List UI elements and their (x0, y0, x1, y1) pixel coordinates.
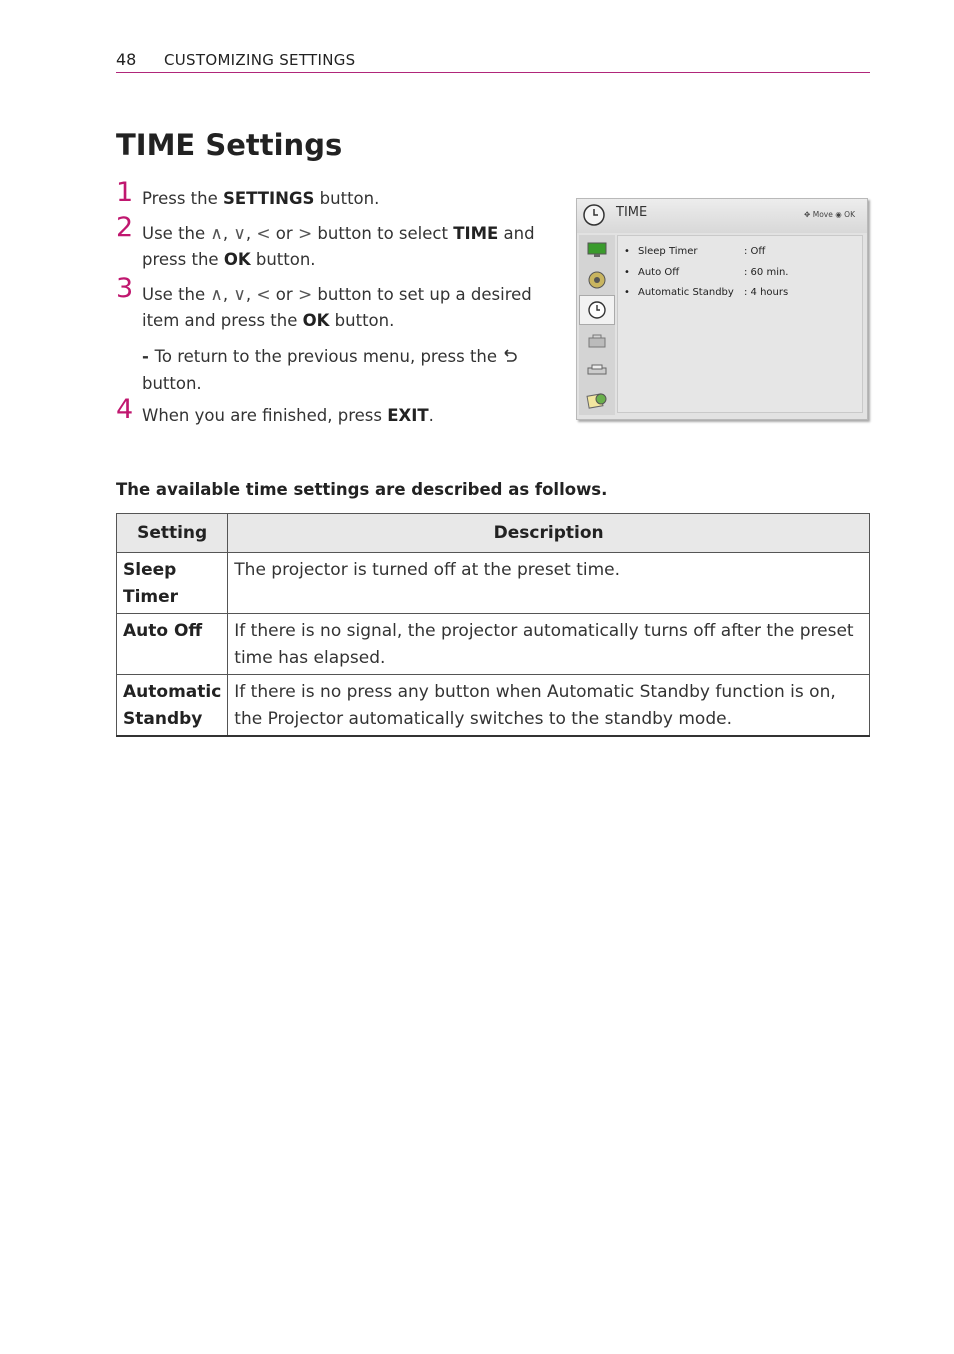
table-row (117, 675, 870, 737)
media-icon[interactable] (579, 385, 615, 415)
clock-icon (583, 204, 605, 226)
step-text: Press the (142, 189, 223, 208)
key-name: TIME (453, 224, 499, 243)
menu-title: TIME (616, 205, 648, 220)
step-3 (116, 273, 570, 333)
hint-ok: OK (844, 210, 855, 219)
menu-item-label: Automatic Standby (638, 287, 734, 298)
step-number: 2 (116, 212, 134, 243)
clock-icon[interactable] (579, 295, 615, 325)
step-text: or (270, 224, 298, 243)
separator: , (245, 224, 257, 243)
setting-description: If there is no signal, the projector automatically turns off after the preset time has elapsed. (228, 614, 870, 675)
note-text: To return to the previous menu, press the (154, 347, 503, 366)
page-number: 48 (116, 50, 137, 69)
step-number: 3 (116, 273, 134, 304)
right-arrow-icon: > (297, 224, 313, 244)
separator: , (222, 224, 234, 243)
menu-item-value: : 4 hours (744, 287, 789, 298)
menu-item-label: Auto Off (638, 267, 680, 278)
setting-description: The projector is turned off at the preset time. (228, 553, 870, 614)
down-arrow-icon: ∨ (233, 224, 246, 244)
step-text: button. (314, 189, 380, 208)
settings-table (116, 513, 870, 737)
menu-item-label: Sleep Timer (638, 246, 698, 257)
step-number: 4 (116, 394, 134, 425)
page-title: TIME Settings (116, 128, 343, 162)
step-text: button to set up a desired item and press the (142, 285, 532, 330)
column-header-setting: Setting (117, 514, 228, 553)
return-note (116, 343, 570, 397)
key-name: EXIT (387, 406, 429, 425)
up-arrow-icon: ∧ (210, 285, 223, 305)
step-text: Use the (142, 224, 211, 243)
up-arrow-icon: ∧ (210, 224, 223, 244)
key-name: OK (302, 311, 330, 330)
setting-description: If there is no press any button when Automatic Standby function is on, the Projector automatically switches to the standby mode. (228, 675, 870, 737)
menu-panel: • Sleep Timer : Off • Auto Off : 60 min. • Automatic Standby : 4 hours (617, 235, 863, 413)
key-name: OK (223, 250, 251, 269)
column-header-description: Description (228, 514, 870, 553)
step-text: and press the (142, 224, 535, 269)
down-arrow-icon: ∨ (233, 285, 246, 305)
ok-icon: ◉ (835, 210, 842, 219)
audio-icon[interactable] (579, 265, 615, 295)
step-number: 1 (116, 177, 134, 208)
table-intro: The available time settings are described as follows. (116, 480, 608, 499)
step-2 (116, 212, 570, 272)
section-title: CUSTOMIZING SETTINGS (164, 51, 356, 69)
table-row (117, 553, 870, 614)
step-text: or (270, 285, 298, 304)
step-text: Use the (142, 285, 211, 304)
right-arrow-icon: > (297, 285, 313, 305)
time-menu-screenshot (576, 198, 868, 420)
lock-icon[interactable] (579, 325, 615, 355)
setting-name: Automatic Standby (117, 675, 228, 737)
page-header (116, 46, 870, 73)
left-arrow-icon: < (256, 224, 271, 244)
step-text: button to select (312, 224, 454, 243)
menu-item-value: : Off (744, 246, 766, 257)
menu-hint (804, 210, 855, 219)
step-text: When you are finished, press (142, 406, 388, 425)
step-4 (116, 394, 570, 428)
table-row (117, 614, 870, 675)
table-header-row (117, 514, 870, 553)
note-text: button. (142, 374, 202, 393)
back-icon (502, 348, 518, 364)
hint-move: Move (812, 210, 833, 219)
picture-icon[interactable] (579, 235, 615, 265)
left-arrow-icon: < (256, 285, 271, 305)
option-icon[interactable] (579, 355, 615, 385)
setting-name: Sleep Timer (117, 553, 228, 614)
menu-titlebar (577, 199, 867, 233)
menu-item-value: : 60 min. (744, 267, 789, 278)
step-text: button. (329, 311, 395, 330)
setting-name: Auto Off (117, 614, 228, 675)
note-dash: - (142, 347, 155, 366)
move-icon: ✥ (804, 210, 811, 219)
step-1 (116, 177, 570, 211)
step-text: button. (250, 250, 316, 269)
steps-list (116, 177, 570, 438)
menu-sidebar (579, 235, 615, 415)
step-text: . (428, 406, 434, 425)
key-name: SETTINGS (223, 189, 315, 208)
separator: , (222, 285, 234, 304)
separator: , (245, 285, 257, 304)
